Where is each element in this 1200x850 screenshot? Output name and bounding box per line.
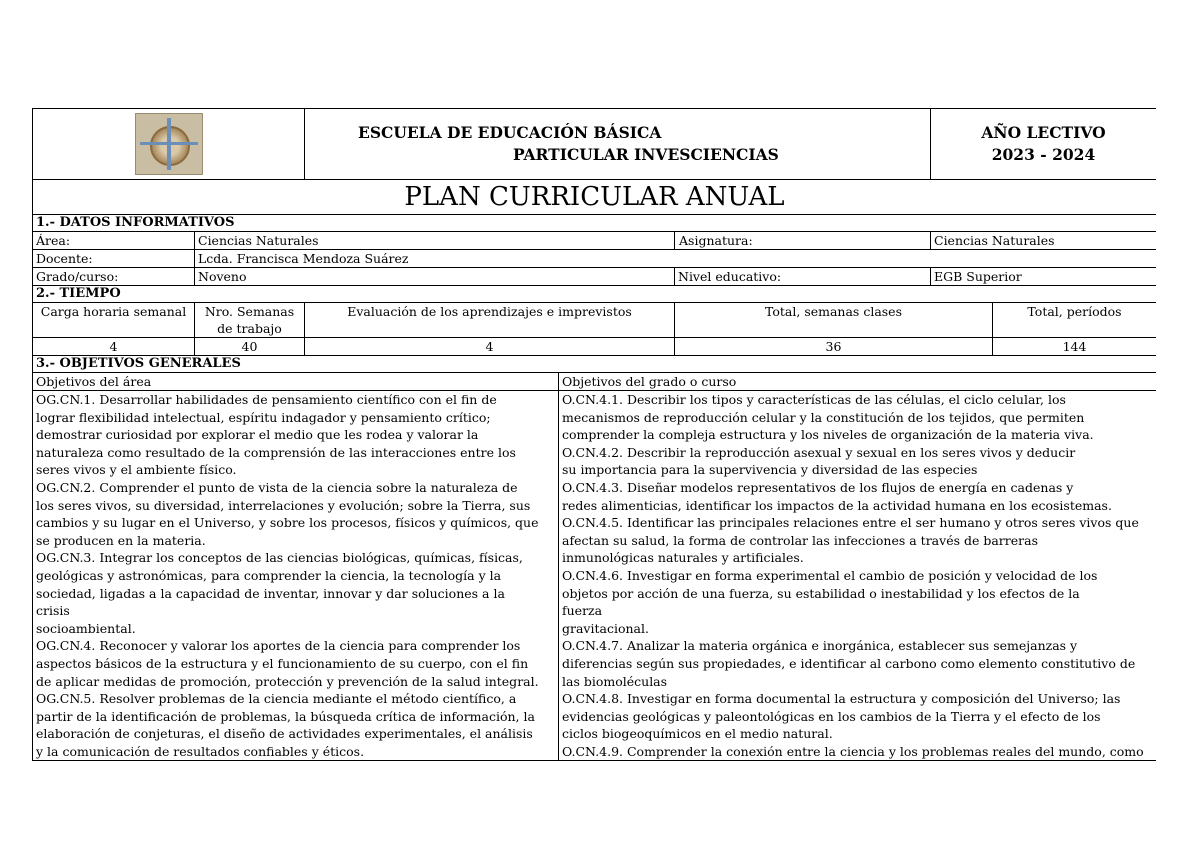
asignatura-value: Ciencias Naturales bbox=[931, 232, 1157, 250]
area-value: Ciencias Naturales bbox=[195, 232, 675, 250]
area-line: aspectos básicos de la estructura y el funcionamiento de su cuerpo, con el fin bbox=[36, 655, 529, 671]
area-line: crisis bbox=[36, 603, 70, 619]
docente-value: Lcda. Francisca Mendoza Suárez bbox=[195, 250, 1157, 268]
grado-line: O.CN.4.2. Describir la reproducción asexual y sexual en los seres vivos y deducir bbox=[562, 444, 1076, 460]
grado-line: O.CN.4.7. Analizar la materia orgánica e inorgánica, establecer sus semejanzas y bbox=[562, 638, 1078, 654]
grado-line: afectan su salud, la forma de controlar las infecciones a través de barreras bbox=[562, 532, 1038, 548]
docente-label: Docente: bbox=[33, 250, 195, 268]
tiempo-header-row bbox=[33, 303, 1157, 338]
section1-heading: 1.- DATOS INFORMATIVOS bbox=[33, 215, 1157, 232]
grado-line: O.CN.4.8. Investigar en forma documental la estructura y composición del Universo; las bbox=[562, 691, 1121, 707]
grado-line: redes alimenticias, identificar los impactos de la actividad humana en los ecosistemas. bbox=[562, 497, 1112, 513]
area-line: demostrar curiosidad por explorar el medio que les rodea y valorar la bbox=[36, 427, 479, 443]
grado-line: inmunológicas naturales y artificiales. bbox=[562, 550, 804, 566]
school-logo bbox=[135, 113, 203, 175]
grado-line: las biomoléculas bbox=[562, 673, 668, 689]
grado-line: O.CN.4.1. Describir los tipos y características de las células, el ciclo celular, los bbox=[562, 392, 1066, 407]
objetivos-grado-text bbox=[559, 391, 1157, 761]
grado-line: O.CN.4.9. Comprender la conexión entre la ciencia y los problemas reales del mundo, como bbox=[562, 743, 1144, 759]
grado-line: O.CN.4.5. Identificar las principales relaciones entre el ser humano y otros seres vivos que bbox=[562, 515, 1139, 531]
total-semanas-value: 36 bbox=[675, 338, 993, 356]
year-label: AÑO LECTIVO bbox=[981, 123, 1106, 142]
area-line: OG.CN.1. Desarrollar habilidades de pensamiento científico con el fin de bbox=[36, 392, 497, 407]
area-line: los seres vivos, su diversidad, interrelaciones y evolución; sobre la Tierra, sus bbox=[36, 497, 531, 513]
logo-cross-horizontal bbox=[140, 142, 198, 145]
school-line-1: ESCUELA DE EDUCACIÓN BÁSICA bbox=[358, 123, 662, 142]
logo-cell bbox=[33, 109, 305, 180]
total-periodos-header: Total, períodos bbox=[993, 303, 1157, 338]
section2-heading: 2.- TIEMPO bbox=[33, 286, 1157, 303]
evaluacion-value: 4 bbox=[305, 338, 675, 356]
area-line: seres vivos y el ambiente físico. bbox=[36, 462, 237, 478]
docente-row bbox=[33, 250, 1157, 268]
area-line: se producen en la materia. bbox=[36, 532, 206, 548]
grado-line: mecanismos de reproducción celular y la constitución de los tejidos, que permiten bbox=[562, 409, 1085, 425]
grado-line: evidencias geológicas y paleontológicas en los cambios de la Tierra y el efecto de los bbox=[562, 708, 1101, 724]
grado-line: gravitacional. bbox=[562, 620, 649, 636]
plan-table bbox=[32, 108, 1156, 761]
curricular-plan-sheet bbox=[32, 108, 1156, 762]
total-periodos-value: 144 bbox=[993, 338, 1157, 356]
grado-label: Grado/curso: bbox=[33, 268, 195, 286]
objetivos-area-header: Objetivos del área bbox=[33, 373, 559, 391]
carga-horaria-header: Carga horaria semanal bbox=[33, 303, 195, 338]
objetivos-grado-header: Objetivos del grado o curso bbox=[559, 373, 1157, 391]
tiempo-values-row bbox=[33, 338, 1157, 356]
school-name-cell bbox=[305, 109, 931, 180]
carga-horaria-value: 4 bbox=[33, 338, 195, 356]
total-semanas-header: Total, semanas clases bbox=[675, 303, 993, 338]
section1-heading-row bbox=[33, 215, 1157, 232]
objetivos-content-row bbox=[33, 391, 1157, 761]
area-line: de aplicar medidas de promoción, protección y prevención de la salud integral. bbox=[36, 673, 539, 689]
grado-row bbox=[33, 268, 1157, 286]
grado-line: ciclos biogeoquímicos en el medio natural. bbox=[562, 726, 833, 742]
nivel-value: EGB Superior bbox=[931, 268, 1157, 286]
evaluacion-header: Evaluación de los aprendizajes e imprevistos bbox=[305, 303, 675, 338]
area-line: partir de la identificación de problemas, la búsqueda crítica de información, la bbox=[36, 708, 535, 724]
section3-heading-row bbox=[33, 356, 1157, 373]
grado-line: O.CN.4.6. Investigar en forma experimental el cambio de posición y velocidad de los bbox=[562, 567, 1098, 583]
area-line: cambios y su lugar en el Universo, y sobre los procesos, físicos y químicos, que bbox=[36, 515, 539, 531]
semanas-trabajo-value: 40 bbox=[195, 338, 305, 356]
header-row bbox=[33, 109, 1157, 180]
page-title: PLAN CURRICULAR ANUAL bbox=[33, 180, 1157, 215]
area-line: OG.CN.2. Comprender el punto de vista de la ciencia sobre la naturaleza de bbox=[36, 479, 518, 495]
area-line: OG.CN.5. Resolver problemas de la ciencia mediante el método científico, a bbox=[36, 691, 517, 707]
area-label: Área: bbox=[33, 232, 195, 250]
area-row bbox=[33, 232, 1157, 250]
year-value: 2023 - 2024 bbox=[991, 145, 1096, 164]
area-line: OG.CN.3. Integrar los conceptos de las ciencias biológicas, químicas, físicas, bbox=[36, 550, 523, 566]
grado-line: su importancia para la supervivencia y diversidad de las especies bbox=[562, 462, 978, 478]
grado-line: O.CN.4.3. Diseñar modelos representativos de los flujos de energía en cadenas y bbox=[562, 479, 1074, 495]
semanas-trabajo-header: Nro. Semanas de trabajo bbox=[195, 303, 305, 338]
area-line: OG.CN.4. Reconocer y valorar los aportes de la ciencia para comprender los bbox=[36, 638, 521, 654]
school-line-2: PARTICULAR INVESCIENCIAS bbox=[513, 145, 779, 164]
area-line: elaboración de conjeturas, el diseño de actividades experimentales, el análisis bbox=[36, 726, 533, 742]
area-line: sociedad, ligadas a la capacidad de inventar, innovar y dar soluciones a la bbox=[36, 585, 505, 601]
grado-line: diferencias según sus propiedades, e identificar al carbono como elemento constitutivo de bbox=[562, 655, 1136, 671]
grado-line: fuerza bbox=[562, 603, 603, 619]
nivel-label: Nivel educativo: bbox=[675, 268, 931, 286]
area-line: naturaleza como resultado de la comprensión de las interacciones entre los bbox=[36, 444, 516, 460]
objetivos-area-text bbox=[33, 391, 559, 761]
area-line: socioambiental. bbox=[36, 620, 136, 636]
area-line: lograr flexibilidad intelectual, espíritu indagador y pensamiento crítico; bbox=[36, 409, 491, 425]
objetivos-header-row bbox=[33, 373, 1157, 391]
section3-heading: 3.- OBJETIVOS GENERALES bbox=[33, 356, 1157, 373]
school-year-cell bbox=[931, 109, 1157, 180]
grado-line: objetos por acción de una fuerza, su estabilidad o inestabilidad y los efectos de la bbox=[562, 585, 1080, 601]
asignatura-label: Asignatura: bbox=[675, 232, 931, 250]
area-line: geológicas y astronómicas, para comprender la ciencia, la tecnología y la bbox=[36, 567, 502, 583]
area-line: y la comunicación de resultados confiables y éticos. bbox=[36, 743, 365, 759]
title-row bbox=[33, 180, 1157, 215]
grado-line: comprender la compleja estructura y los niveles de organización de la materia viva. bbox=[562, 427, 1094, 443]
grado-value: Noveno bbox=[195, 268, 675, 286]
section2-heading-row bbox=[33, 286, 1157, 303]
